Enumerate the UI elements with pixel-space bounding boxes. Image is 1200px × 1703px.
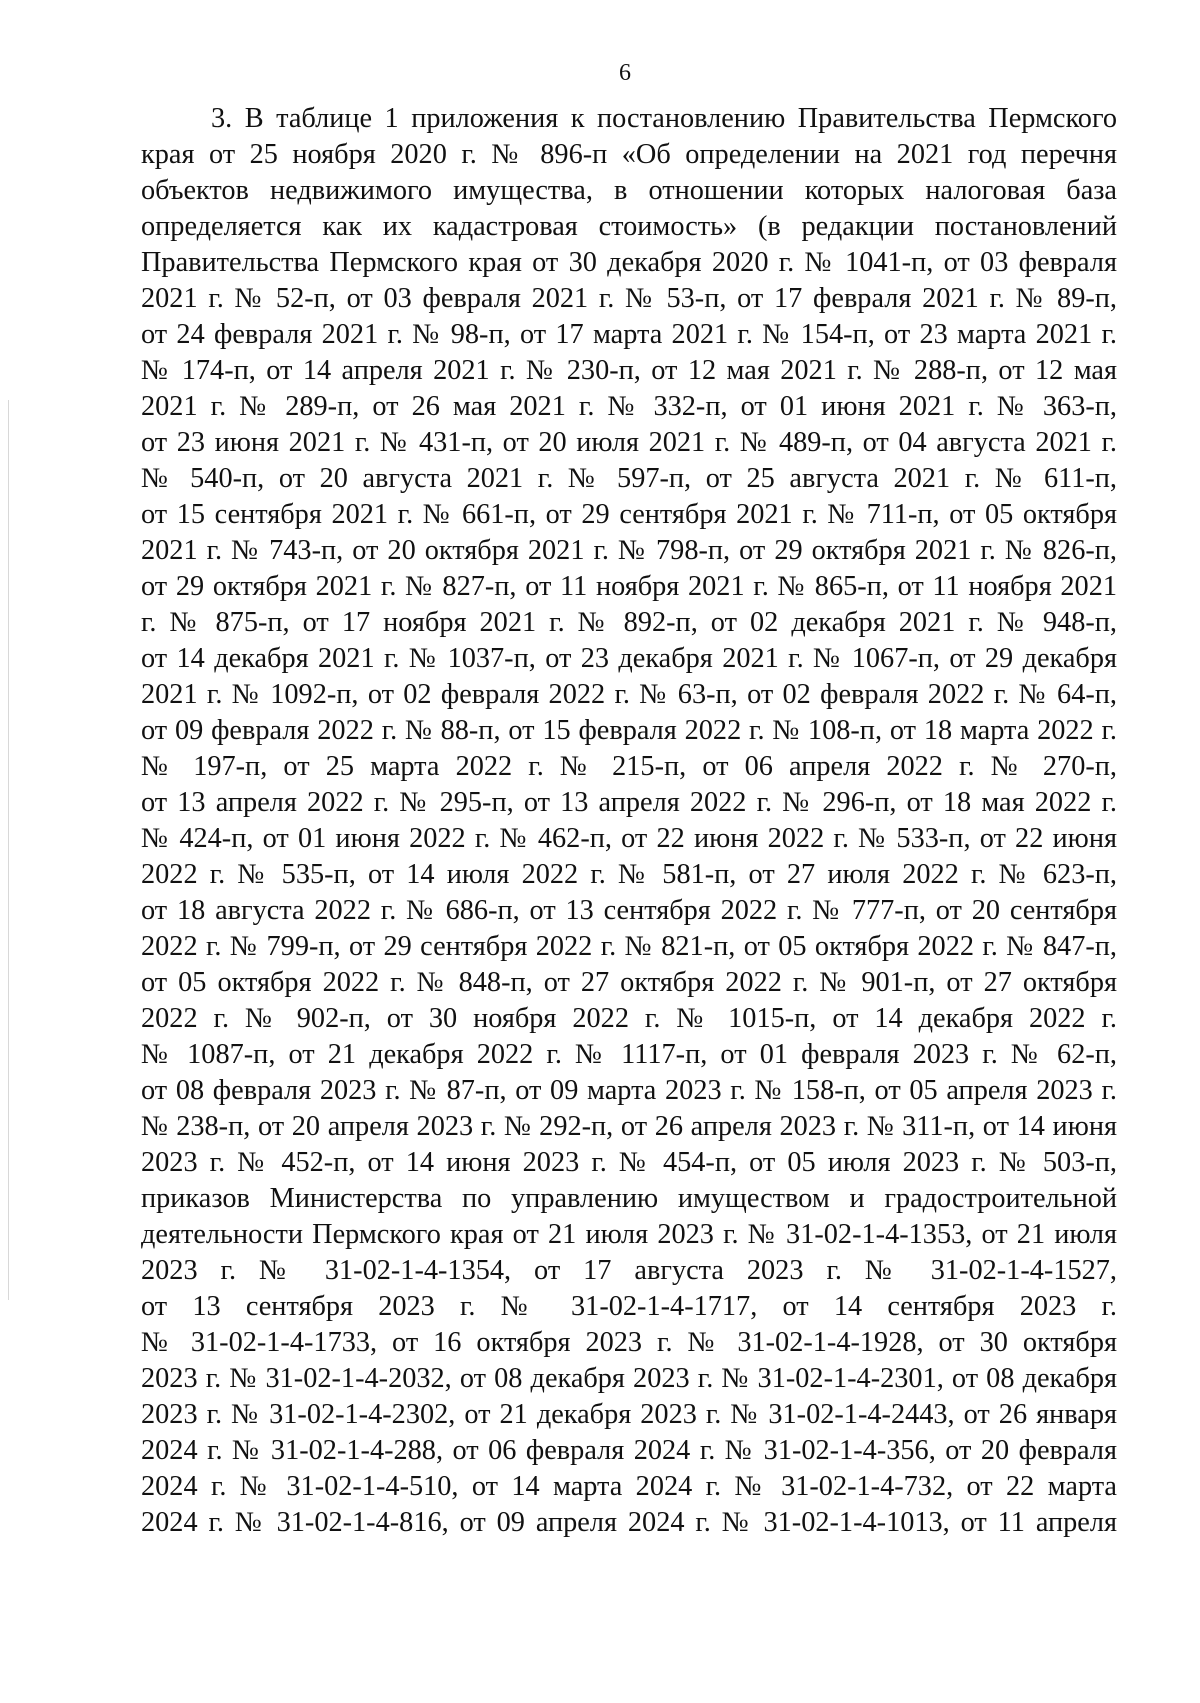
- scan-edge-line: [8, 400, 9, 1300]
- text-line: № 1087-п, от 21 декабря 2022 г. № 1117-п, от 01 февраля 2023 г. № 62-п,: [141, 1039, 1117, 1070]
- text-line: 2023 г. № 452-п, от 14 июня 2023 г. № 454-п, от 05 июля 2023 г. № 503-п,: [141, 1147, 1117, 1178]
- text-line: от 09 февраля 2022 г. № 88-п, от 15 февраля 2022 г. № 108-п, от 18 марта 2022 г.: [141, 715, 1117, 746]
- text-line: деятельности Пермского края от 21 июля 2023 г. № 31-02-1-4-1353, от 21 июля: [141, 1219, 1117, 1250]
- text-line: от 05 октября 2022 г. № 848-п, от 27 октября 2022 г. № 901-п, от 27 октября: [141, 967, 1117, 998]
- text-line: № 238-п, от 20 апреля 2023 г. № 292-п, от 26 апреля 2023 г. № 311-п, от 14 июня: [141, 1111, 1117, 1142]
- text-line: № 174-п, от 14 апреля 2021 г. № 230-п, от 12 мая 2021 г. № 288-п, от 12 мая: [141, 355, 1117, 386]
- text-line: г. № 875-п, от 17 ноября 2021 г. № 892-п, от 02 декабря 2021 г. № 948-п,: [141, 607, 1117, 638]
- text-line: от 14 декабря 2021 г. № 1037-п, от 23 декабря 2021 г. № 1067-п, от 29 декабря: [141, 643, 1117, 674]
- text-line: от 08 февраля 2023 г. № 87-п, от 09 марта 2023 г. № 158-п, от 05 апреля 2023 г.: [141, 1075, 1117, 1106]
- text-line: от 18 августа 2022 г. № 686-п, от 13 сентября 2022 г. № 777-п, от 20 сентября: [141, 895, 1117, 926]
- text-line: от 24 февраля 2021 г. № 98-п, от 17 марта 2021 г. № 154-п, от 23 марта 2021 г.: [141, 319, 1117, 350]
- text-line: от 15 сентября 2021 г. № 661-п, от 29 сентября 2021 г. № 711-п, от 05 октября: [141, 499, 1117, 530]
- text-line: № 31-02-1-4-1733, от 16 октября 2023 г. № 31-02-1-4-1928, от 30 октября: [141, 1327, 1117, 1358]
- page-number: 6: [619, 60, 631, 86]
- text-line: 2024 г. № 31-02-1-4-816, от 09 апреля 2024 г. № 31-02-1-4-1013, от 11 апреля: [141, 1507, 1117, 1538]
- text-line: от 29 октября 2021 г. № 827-п, от 11 ноября 2021 г. № 865-п, от 11 ноября 2021: [141, 571, 1117, 602]
- text-line: края от 25 ноября 2020 г. № 896-п «Об определении на 2021 год перечня: [141, 139, 1117, 170]
- text-line: 2021 г. № 289-п, от 26 мая 2021 г. № 332-п, от 01 июня 2021 г. № 363-п,: [141, 391, 1117, 422]
- text-line: определяется как их кадастровая стоимость» (в редакции постановлений: [141, 211, 1117, 242]
- text-line: 2022 г. № 535-п, от 14 июля 2022 г. № 581-п, от 27 июля 2022 г. № 623-п,: [141, 859, 1117, 890]
- text-line: № 540-п, от 20 августа 2021 г. № 597-п, от 25 августа 2021 г. № 611-п,: [141, 463, 1117, 494]
- text-line: приказов Министерства по управлению имуществом и градостроительной: [141, 1183, 1117, 1214]
- text-line: от 13 апреля 2022 г. № 295-п, от 13 апреля 2022 г. № 296-п, от 18 мая 2022 г.: [141, 787, 1117, 818]
- text-line: от 13 сентября 2023 г. № 31-02-1-4-1717, от 14 сентября 2023 г.: [141, 1291, 1117, 1322]
- text-line: № 197-п, от 25 марта 2022 г. № 215-п, от 06 апреля 2022 г. № 270-п,: [141, 751, 1117, 782]
- text-line: 2021 г. № 1092-п, от 02 февраля 2022 г. № 63-п, от 02 февраля 2022 г. № 64-п,: [141, 679, 1117, 710]
- text-line: 2024 г. № 31-02-1-4-288, от 06 февраля 2024 г. № 31-02-1-4-356, от 20 февраля: [141, 1435, 1117, 1466]
- text-line: 2023 г. № 31-02-1-4-2302, от 21 декабря 2023 г. № 31-02-1-4-2443, от 26 января: [141, 1399, 1117, 1430]
- text-line: 2024 г. № 31-02-1-4-510, от 14 марта 2024 г. № 31-02-1-4-732, от 22 марта: [141, 1471, 1117, 1502]
- text-line: № 424-п, от 01 июня 2022 г. № 462-п, от 22 июня 2022 г. № 533-п, от 22 июня: [141, 823, 1117, 854]
- text-line: 2023 г. № 31-02-1-4-2032, от 08 декабря 2023 г. № 31-02-1-4-2301, от 08 декабря: [141, 1363, 1117, 1394]
- text-line: объектов недвижимого имущества, в отношении которых налоговая база: [141, 175, 1117, 206]
- text-line: 2021 г. № 743-п, от 20 октября 2021 г. № 798-п, от 29 октября 2021 г. № 826-п,: [141, 535, 1117, 566]
- text-line: 2022 г. № 902-п, от 30 ноября 2022 г. № 1015-п, от 14 декабря 2022 г.: [141, 1003, 1117, 1034]
- text-line: 2022 г. № 799-п, от 29 сентября 2022 г. № 821-п, от 05 октября 2022 г. № 847-п,: [141, 931, 1117, 962]
- text-line: 2021 г. № 52-п, от 03 февраля 2021 г. № 53-п, от 17 февраля 2021 г. № 89-п,: [141, 283, 1117, 314]
- text-line: 3. В таблице 1 приложения к постановлению Правительства Пермского: [211, 103, 1117, 134]
- body-paragraph: [141, 101, 1117, 1541]
- text-line: от 23 июня 2021 г. № 431-п, от 20 июля 2021 г. № 489-п, от 04 августа 2021 г.: [141, 427, 1117, 458]
- text-line: Правительства Пермского края от 30 декабря 2020 г. № 1041-п, от 03 февраля: [141, 247, 1117, 278]
- text-line: 2023 г. № 31-02-1-4-1354, от 17 августа 2023 г. № 31-02-1-4-1527,: [141, 1255, 1117, 1286]
